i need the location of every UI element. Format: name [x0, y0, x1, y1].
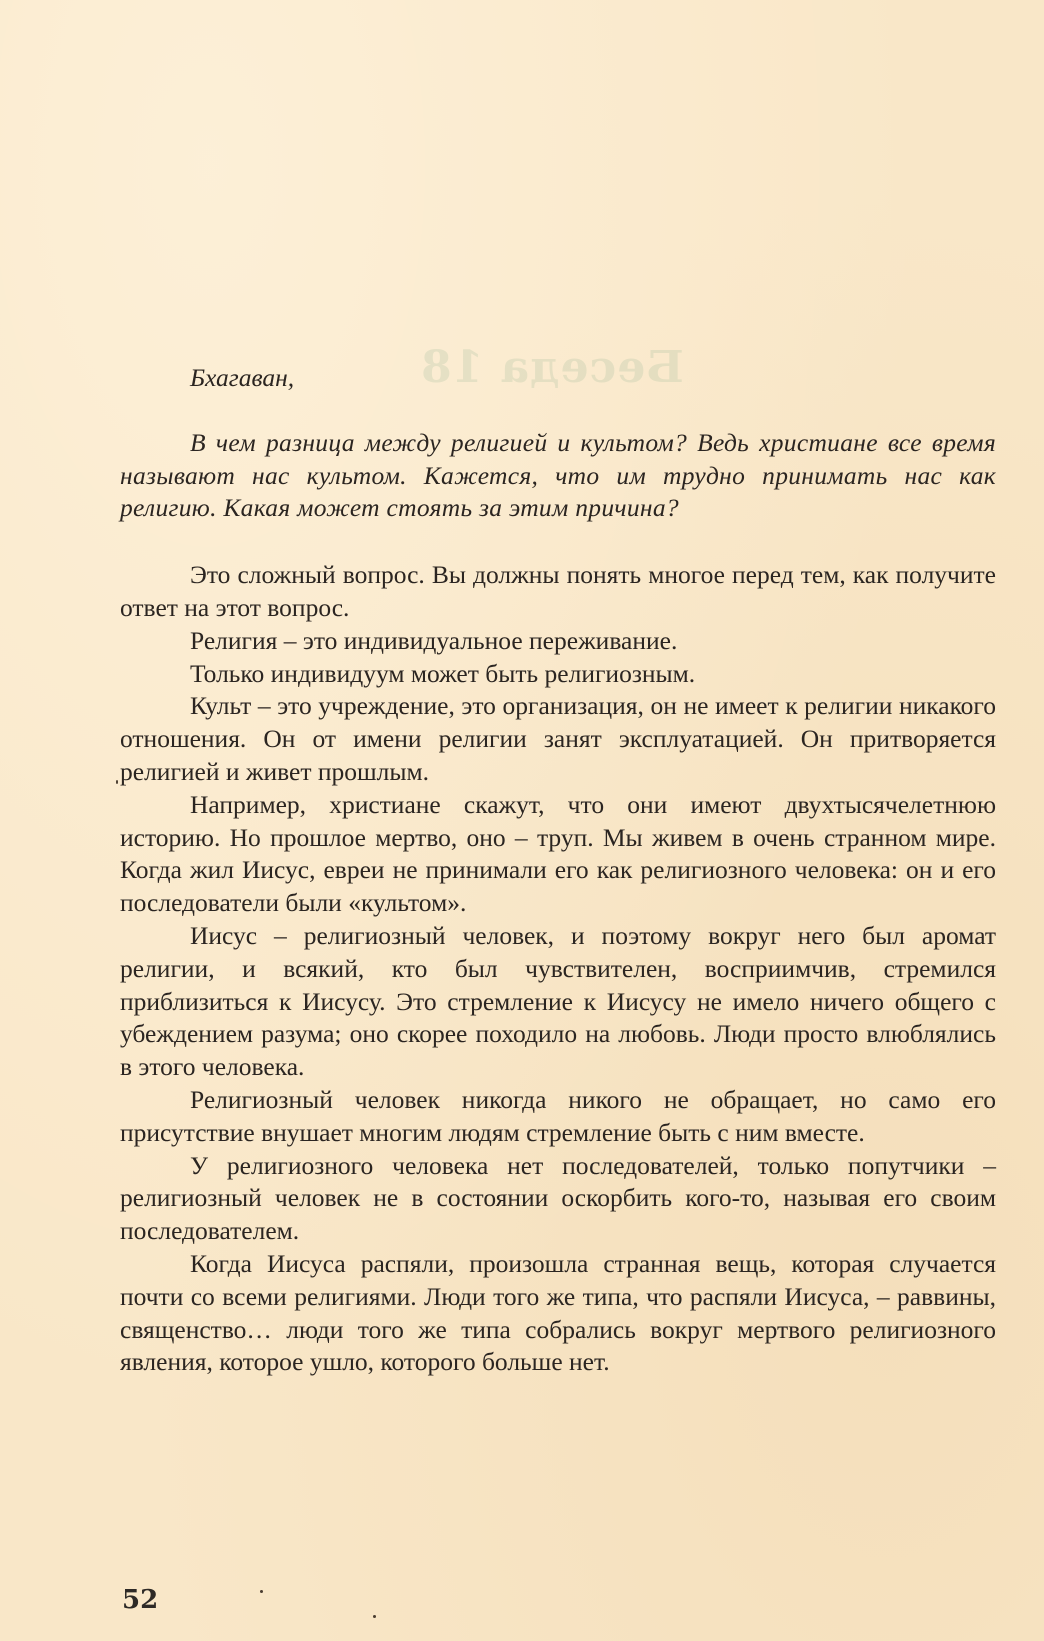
- paragraph: Религиозный человек никогда никого не обращает, но само его присутствие внушает многим людям стремление быть с ним вместе.: [120, 1084, 996, 1147]
- question-text: В чем разница между религией и культом? Ведь христиане все время называют нас культом. Кажется, что им трудно принимать нас как религию. Какая может стоять за этим причина?: [120, 427, 996, 523]
- answer-body: [120, 559, 996, 1379]
- paper-speck: [373, 1615, 376, 1618]
- paper-speck: [260, 1590, 263, 1593]
- paragraph: Только индивидуум может быть религиозным.: [190, 658, 696, 688]
- page-number: 52: [122, 1585, 159, 1615]
- paragraph: Иисус – религиозный человек, и поэтому вокруг него был аромат религии, и всякий, кто был чувствителен, восприимчив, стремился приблизиться к Иисусу. Это стремление к Иисусу не имело ничего общего с убеждением разума; оно скорее походило на любовь. Люди просто влюблялись в этого человека.: [120, 920, 996, 1082]
- paragraph: Например, христиане скажут, что они имеют двухтысячелетнюю историю. Но прошлое мертво, оно – труп. Мы живем в очень странном мире. Когда жил Иисус, евреи не принимали его как религиозного человека: он и его последователи были «культом».: [120, 789, 996, 918]
- salutation: Бхагаван,: [190, 363, 295, 392]
- paper-speck: [116, 780, 118, 784]
- paragraph: Религия – это индивидуальное переживание.: [190, 625, 678, 655]
- paragraph: Это сложный вопрос. Вы должны понять многое перед тем, как получите ответ на этот вопрос.: [120, 560, 996, 622]
- paragraph: Культ – это учреждение, это организация, он не имеет к религии никакого отношения. Он от имени религии занят эксплуатацией. Он притворяется религией и живет прошлым.: [120, 691, 996, 786]
- text-block: [120, 362, 996, 1379]
- paragraph: У религиозного человека нет последователей, только попутчики – религиозный человек не в состоянии оскорбить кого-то, называя его своим последователем.: [120, 1150, 996, 1246]
- paragraph: Когда Иисуса распяли, произошла странная вещь, которая случается почти со всеми религиями. Люди того же типа, что распяли Иисуса, – раввины, священство… люди того же типа собрались вокруг мертвого религиозного явления, которое ушло, которого больше нет.: [120, 1248, 996, 1377]
- show-through-heading: Беседа 18: [420, 342, 684, 393]
